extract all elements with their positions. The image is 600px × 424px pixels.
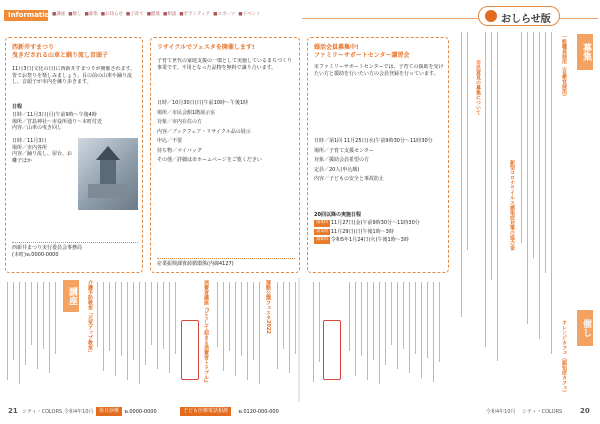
nav-tag[interactable]: ■講座 — [52, 12, 66, 17]
text-column-line — [217, 282, 218, 347]
detail-line: 場所／市内各所 — [12, 144, 48, 151]
text-column-line — [415, 282, 416, 354]
text-column-line — [43, 282, 44, 349]
text-column-line — [277, 282, 278, 369]
page-footer — [0, 404, 600, 424]
schedule-line: 場所／宮島神社〜市役所通り〜本町付近 — [12, 118, 103, 125]
castle-float-illustration — [78, 138, 138, 210]
lower-item-title: 消費者講座『どうして起きる消費者トラブル』 — [203, 280, 209, 385]
text-column-line — [385, 282, 386, 365]
contact-line: (本町)℡0000-0000 — [12, 251, 59, 258]
recycle-line: 持ち物／マイバッグ — [157, 147, 202, 154]
category-recruit-label: 募集 — [577, 34, 593, 70]
text-column-line — [31, 282, 32, 345]
right-date: 令和4年10月 — [486, 409, 516, 415]
card-recycle-title: リサイクルでフェスタを開催します! — [157, 44, 255, 51]
text-column-line — [229, 282, 230, 351]
card-family-support-intro: 市ファミリーサポートセンターでは、子育ての援助を受けたい方と援助を行いたい方の会員登録を行っています。 — [314, 64, 444, 77]
contact-org: 西新井まつり実行委員会事務局 — [12, 245, 83, 251]
card-festival-body: 11月3日(文化の日)に西新井すまつりが開催されます。皆でお祭りを楽しみましょう。目の前の山車や踊り流し、音頭子が市内を練り歩きます。 — [12, 66, 136, 85]
nav-tag[interactable]: ■健康 — [146, 12, 160, 17]
text-column-line — [433, 282, 434, 382]
card-family-support-title: 婚活会員募集中! ファミリーサポートセンター講習会 — [314, 44, 410, 59]
right-item-title: オレンジカフェ（認知症カフェ） — [561, 320, 567, 395]
recycle-line: 日時／10月30日(日)午前10時〜午後1時 — [157, 100, 249, 106]
card-family-support — [307, 37, 449, 273]
text-column-line — [289, 282, 290, 373]
nav-tag[interactable]: ■スポーツ — [213, 12, 236, 17]
nav-tag[interactable]: ■募集 — [84, 12, 98, 17]
table-cell-value: 令和5年1月24日(火)午後1時〜3時 — [330, 237, 409, 243]
text-column-line — [55, 282, 56, 354]
text-column-line — [235, 282, 236, 376]
nav-tag[interactable]: ■催し — [68, 12, 82, 17]
category-event-label: 催し — [577, 310, 593, 346]
information-label-bg — [4, 10, 55, 21]
family-line: 場所／子育て支援センター — [314, 147, 374, 154]
text-column-line — [127, 282, 128, 380]
text-column-line — [485, 32, 486, 347]
text-column-line — [115, 282, 116, 376]
card-recycle-contact: 産業振興課資源循環係(内線4127) — [157, 258, 295, 268]
nav-tag[interactable]: ■子育て — [125, 12, 144, 17]
card-festival-contact — [12, 242, 138, 258]
recycle-line: 申込／不要 — [157, 138, 183, 144]
text-column-line — [247, 282, 248, 380]
recycle-line: 内容／ブックフェア・リサイクル品の展示 — [157, 128, 251, 135]
page-gutter — [298, 278, 300, 402]
child-medical-label: 子ども医療電話相談 — [180, 407, 231, 416]
table-cell-value: 11月27日(金)午前9時30分〜11時30分 — [330, 220, 420, 226]
card-festival — [5, 37, 143, 273]
text-column-line — [283, 282, 284, 349]
text-column-line — [349, 282, 350, 351]
text-column-line — [367, 282, 368, 380]
information-label: Information — [8, 11, 55, 19]
text-column-line — [157, 282, 158, 369]
text-column-line — [373, 282, 374, 360]
vertical-text-columns — [5, 280, 445, 390]
text-column-line — [545, 32, 546, 273]
text-column-line — [403, 282, 404, 349]
page-header — [0, 0, 600, 26]
text-column-line — [391, 282, 392, 345]
text-column-line — [551, 32, 552, 354]
recycle-line: 対象／市内在住の方 — [157, 119, 203, 125]
detail-line: 内容／踊り流し、屋台、お囃子ほか — [12, 151, 73, 164]
text-column-line — [7, 282, 8, 380]
text-column-line — [97, 282, 98, 347]
text-column-line — [439, 282, 440, 362]
table-cell-label: 第4回 — [316, 220, 328, 225]
text-column-line — [539, 32, 540, 339]
right-brand: シティ・COLORS — [522, 409, 563, 415]
megaphone-icon — [485, 10, 497, 22]
text-column-line — [163, 282, 164, 349]
left-lower-section — [5, 280, 445, 398]
right-item-title: 一般職員採用（自衛官採用） — [561, 34, 567, 99]
family-line: 定員／20人(申込順) — [314, 166, 360, 173]
table-cell-label: 第6回 — [316, 237, 328, 242]
holiday-clinic-label: 休日診療 — [96, 407, 122, 416]
text-column-line — [253, 282, 254, 360]
lower-item-title: 介護予防教室「元気アップ教室」 — [87, 280, 93, 355]
child-medical-phone: ℡0120-000-000 — [238, 409, 279, 415]
text-column-line — [491, 32, 492, 280]
text-column-line — [533, 32, 534, 258]
table-row — [314, 229, 444, 236]
text-column-line — [379, 282, 380, 384]
text-column-line — [497, 32, 498, 361]
family-line: 内容／子どもの安全と事故防止 — [314, 176, 385, 182]
card-festival-schedule-heading: 日程 — [12, 104, 23, 110]
text-column-line — [313, 282, 314, 382]
nav-tag[interactable]: ■相談 — [162, 12, 177, 17]
schedule-line: 内容／山車の曳き回し — [12, 125, 63, 131]
schedule-table — [314, 220, 444, 246]
text-column-line — [25, 282, 26, 365]
nav-tag[interactable]: ■ボランティア — [179, 12, 211, 17]
text-column-line — [241, 282, 242, 356]
left-brand: シティ・COLORS — [22, 409, 63, 415]
text-column-line — [19, 282, 20, 384]
nav-tag[interactable]: ■イベント — [238, 12, 261, 17]
recycle-line: その他／詳細は市ホームページをご覧ください — [157, 157, 262, 163]
text-column-line — [259, 282, 260, 384]
text-column-line — [169, 282, 170, 373]
text-column-line — [355, 282, 356, 376]
text-column-line — [133, 282, 134, 360]
card-festival-detail — [12, 138, 74, 164]
festival-photo — [78, 138, 138, 210]
right-vertical-columns — [455, 30, 575, 400]
holiday-clinic-phone: ℡0000-0000 — [124, 409, 157, 415]
text-column-line — [139, 282, 140, 384]
left-page-number: 21 — [8, 407, 18, 415]
table-row — [314, 220, 444, 227]
card-festival-schedule — [12, 112, 138, 132]
text-column-line — [397, 282, 398, 369]
text-column-line — [37, 282, 38, 369]
schedule-table-heading: 20回以降の実施日程 — [314, 212, 361, 218]
right-page-number: 20 — [580, 407, 590, 415]
text-column-line — [409, 282, 410, 373]
text-column-line — [145, 282, 146, 365]
card-recycle — [150, 37, 300, 273]
category-nav — [52, 11, 292, 21]
text-column-line — [109, 282, 110, 351]
card-family-support-lines — [314, 138, 444, 186]
table-cell-label: 第5回 — [316, 228, 328, 234]
text-column-line — [223, 282, 224, 371]
section-title-box — [478, 6, 560, 26]
text-column-line — [13, 282, 14, 360]
section-title: おしらせ版 — [501, 14, 551, 25]
text-column-line — [427, 282, 428, 358]
card-festival-title: 西新井すまつり 曳きだされる山車と踊り流し音頭子 — [12, 44, 109, 59]
text-column-line — [527, 32, 528, 324]
text-column-line — [521, 32, 522, 243]
card-recycle-intro: 子育て世代の家庭支援の一環として実施しているまちづくり事業です。不用となった品物を無料で譲り合います。 — [157, 58, 292, 71]
right-item-title: 市民意見の募集について — [475, 60, 481, 115]
schedule-line: 日時／11月3日(月)午前9時〜午後4時 — [12, 112, 97, 118]
category-lecture-label: 講座 — [63, 280, 79, 312]
right-panel — [455, 30, 595, 400]
nav-tag[interactable]: ■お知らせ — [100, 12, 123, 17]
text-column-line — [295, 282, 296, 354]
right-item-title: 新型コロナウイルス感染症対策の協力金 — [509, 160, 515, 250]
text-column-line — [49, 282, 50, 373]
recycle-line: 場所／市民会館1階展示室 — [157, 109, 216, 116]
text-column-line — [103, 282, 104, 371]
family-line: 日時／第1回 11月25日(水)午前9時30分〜11時30分 — [314, 138, 433, 144]
text-column-line — [467, 32, 468, 250]
text-column-line — [421, 282, 422, 378]
left-date: 令和4年10月 — [64, 409, 94, 415]
detail-line: 日時／11月3日 — [12, 138, 47, 144]
text-column-line — [151, 282, 152, 345]
card-recycle-lines — [157, 100, 295, 167]
text-column-line — [175, 282, 176, 354]
lower-item-title: 運動公園フェスタ2022 — [265, 280, 271, 334]
table-row — [314, 237, 444, 244]
text-column-line — [319, 282, 320, 362]
text-column-line — [121, 282, 122, 356]
text-column-line — [361, 282, 362, 356]
table-cell-value: 11月29日(日)午後1時〜3時 — [330, 228, 394, 235]
family-line: 対象／援助会員希望の方 — [314, 157, 370, 163]
text-column-line — [461, 32, 462, 317]
